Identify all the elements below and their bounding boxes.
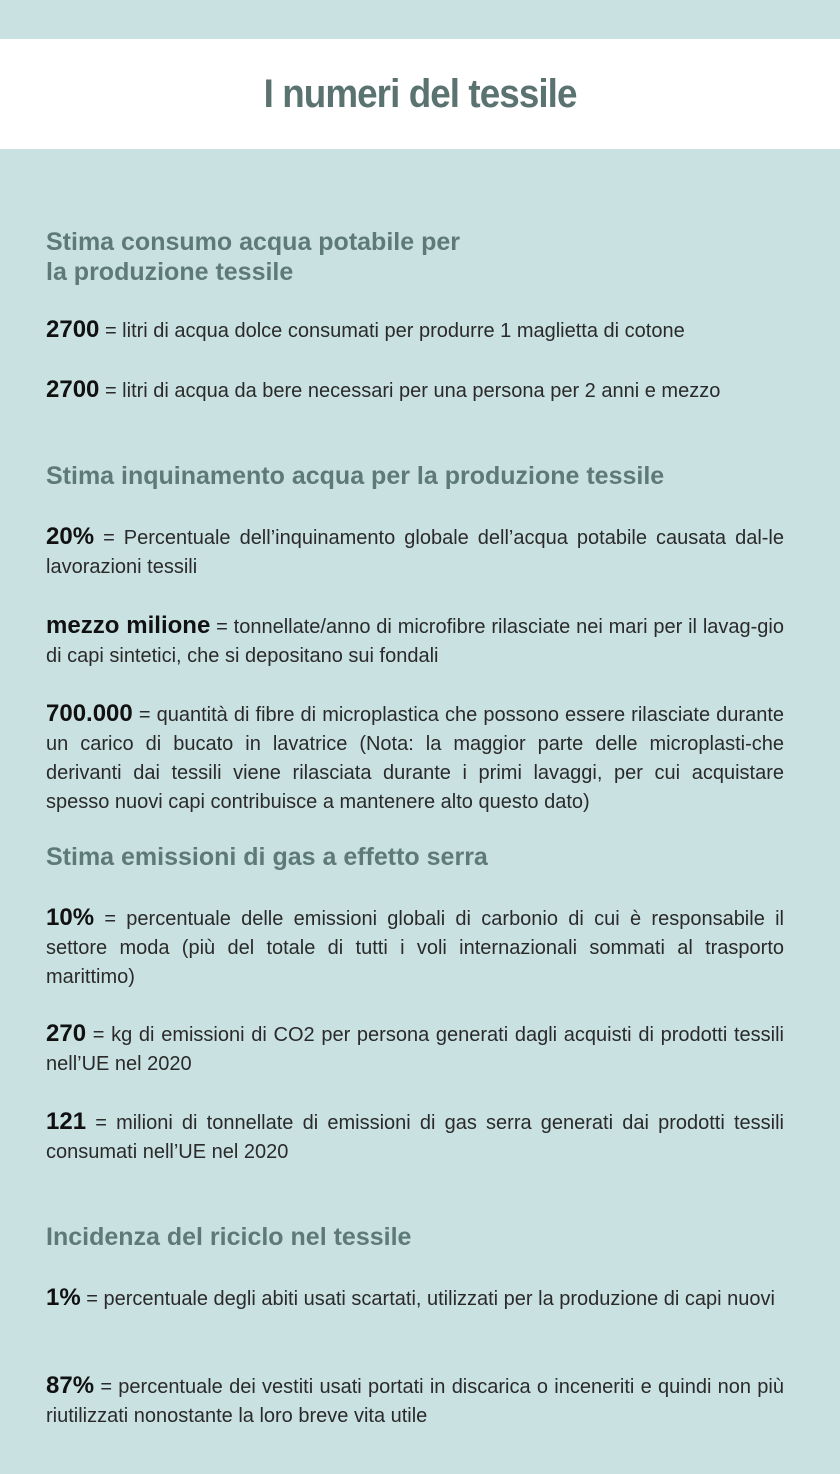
page-title: I numeri del tessile bbox=[263, 71, 577, 116]
stat-description: = percentuale degli abiti usati scartati, utilizzati per la produzione di capi nuovi bbox=[80, 1288, 775, 1310]
section-title-line: la produzione tessile bbox=[46, 258, 294, 286]
stat-value: 700.000 bbox=[46, 700, 133, 727]
stat-description: = tonnellate/anno di microfibre rilasciate nei mari per il lavag-gio di capi sintetici, che si depositano sui fondali bbox=[46, 616, 784, 667]
stat-value: 1% bbox=[46, 1284, 81, 1311]
stat-item bbox=[46, 522, 784, 582]
section-title-recycling bbox=[46, 1222, 411, 1252]
stat-item bbox=[46, 699, 784, 817]
stat-value: 121 bbox=[46, 1108, 87, 1135]
stat-value: 2700 bbox=[46, 376, 100, 403]
header-banner bbox=[0, 39, 840, 149]
stat-description: = kg di emissioni di CO2 per persona generati dagli acquisti di prodotti tessili nell’UE nel 2020 bbox=[46, 1024, 784, 1075]
stat-value: mezzo milione bbox=[46, 612, 211, 639]
section-title-line: Stima consumo acqua potabile per bbox=[46, 228, 460, 256]
stat-description: = litri di acqua da bere necessari per una persona per 2 anni e mezzo bbox=[99, 380, 721, 402]
stat-description: = litri di acqua dolce consumati per produrre 1 maglietta di cotone bbox=[99, 320, 685, 342]
section-title-water-pollution bbox=[46, 461, 664, 491]
top-strip bbox=[0, 0, 840, 39]
stat-value: 2700 bbox=[46, 316, 100, 343]
stat-description: = percentuale delle emissioni globali di carbonio di cui è responsabile il settore moda (più del totale di tutti i voli internazionali sommati al trasporto marittimo) bbox=[46, 908, 784, 988]
stat-value: 20% bbox=[46, 523, 95, 550]
stat-item bbox=[46, 315, 784, 346]
stat-description: = milioni di tonnellate di emissioni di gas serra generati dai prodotti tessili consumati nell’UE nel 2020 bbox=[46, 1112, 784, 1163]
stat-description: = quantità di fibre di microplastica che possono essere rilasciate durante un carico di bucato in lavatrice (Nota: la maggior parte delle microplasti-che derivanti dai tessili viene rilasciata durante i primi lavaggi, per cui acquistare spesso nuovi capi contribuisce a mantenere alto questo dato) bbox=[46, 704, 784, 813]
stat-item bbox=[46, 903, 784, 992]
section-title-line: Stima inquinamento acqua per la produzione tessile bbox=[46, 462, 665, 490]
stat-item bbox=[46, 1283, 784, 1314]
section-title-line: Incidenza del riciclo nel tessile bbox=[46, 1223, 412, 1251]
stat-item bbox=[46, 1371, 784, 1431]
stat-description: = Percentuale dell’inquinamento globale dell’acqua potabile causata dal-le lavorazioni tessili bbox=[46, 527, 784, 578]
stat-value: 270 bbox=[46, 1020, 87, 1047]
stat-item bbox=[46, 1107, 784, 1167]
stat-value: 87% bbox=[46, 1372, 95, 1399]
stat-item bbox=[46, 611, 784, 671]
stat-description: = percentuale dei vestiti usati portati in discarica o inceneriti e quindi non più riutilizzati nonostante la loro breve vita utile bbox=[46, 1376, 784, 1427]
section-title-water-consumption bbox=[46, 227, 460, 287]
stat-item bbox=[46, 375, 784, 406]
section-title-line: Stima emissioni di gas a effetto serra bbox=[46, 843, 488, 871]
section-title-greenhouse-emissions bbox=[46, 842, 488, 872]
stat-item bbox=[46, 1019, 784, 1079]
stat-value: 10% bbox=[46, 904, 95, 931]
